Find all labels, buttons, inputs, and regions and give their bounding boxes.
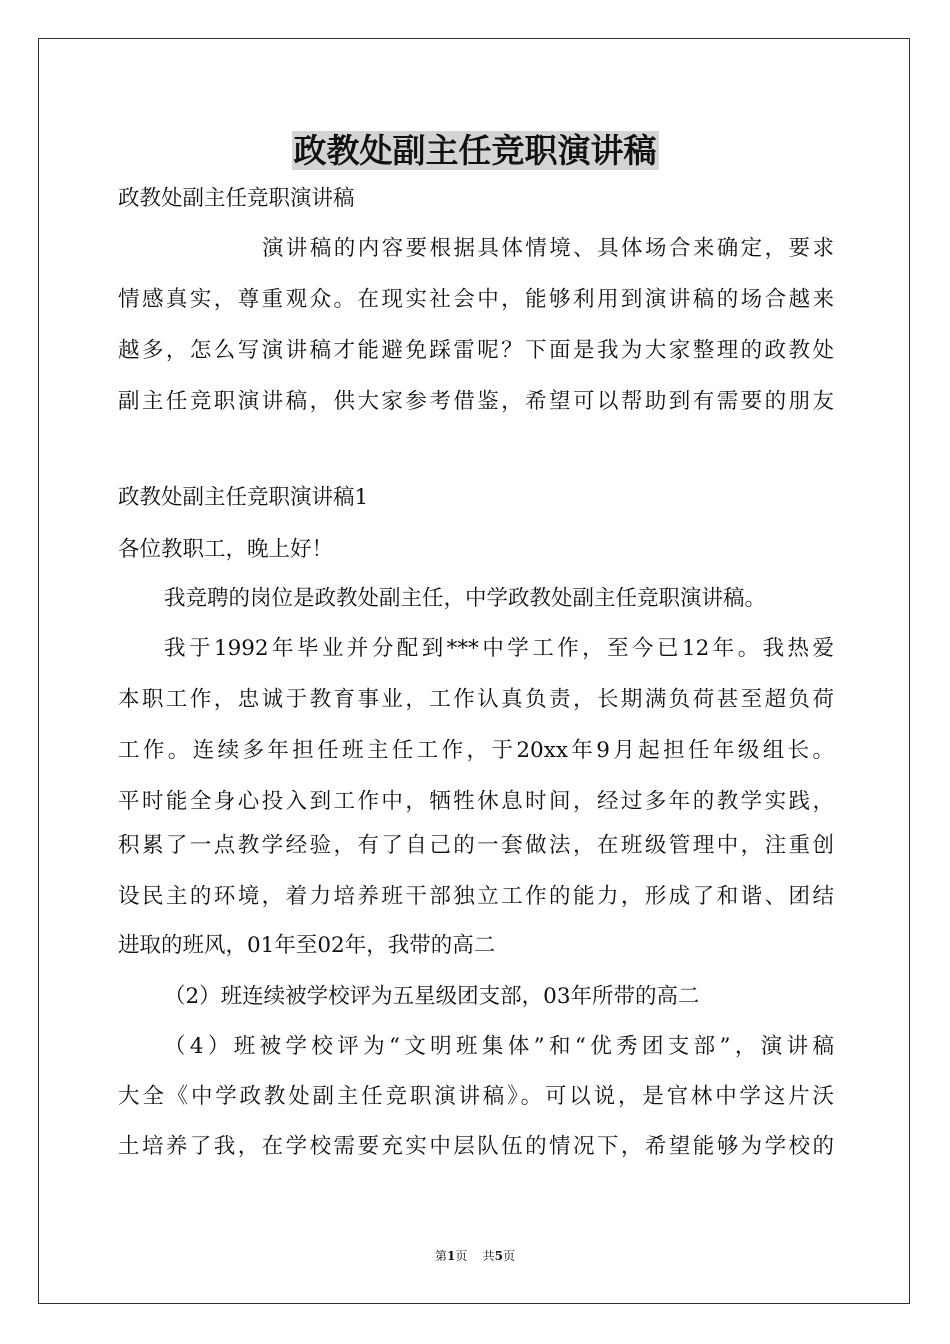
greeting: 各位教职工，晚上好！ bbox=[118, 537, 334, 562]
body-line-4: 工作。连续多年担任班主任工作，于20xx年9月起担任年级组长。 bbox=[118, 738, 834, 763]
body-line-12: 土培养了我，在学校需要充实中层队伍的情况下，希望能够为学校的 bbox=[118, 1134, 834, 1159]
body-line-10: （4）班被学校评为“文明班集体”和“优秀团支部”，演讲稿 bbox=[164, 1034, 834, 1059]
footer-page-prefix: 第 bbox=[434, 1249, 447, 1263]
page-border bbox=[38, 38, 910, 1304]
footer-page-number: 1 bbox=[446, 1249, 456, 1263]
subtitle-line: 政教处副主任竞职演讲稿 bbox=[118, 186, 355, 211]
body-line-2: 我于1992年毕业并分配到***中学工作，至今已12年。我热爱 bbox=[164, 636, 834, 661]
body-line-6: 积累了一点教学经验，有了自己的一套做法，在班级管理中，注重创 bbox=[118, 833, 834, 858]
body-line-1: 我竞聘的岗位是政教处副主任，中学政教处副主任竞职演讲稿。 bbox=[164, 586, 767, 611]
section-heading: 政教处副主任竞职演讲稿1 bbox=[118, 485, 369, 510]
body-line-3: 本职工作，忠诚于教育事业，工作认真负责，长期满负荷甚至超负荷 bbox=[118, 687, 834, 712]
intro-line-1: 演讲稿的内容要根据具体情境、具体场合来确定，要求 bbox=[262, 236, 834, 261]
footer-total-suffix: 页 bbox=[503, 1249, 516, 1263]
body-line-5: 平时能全身心投入到工作中，牺牲休息时间，经过多年的教学实践， bbox=[118, 789, 834, 814]
document-title bbox=[0, 126, 950, 176]
footer-total-prefix: 共 bbox=[482, 1249, 495, 1263]
body-line-9: （2）班连续被学校评为五星级团支部，03年所带的高二 bbox=[164, 984, 700, 1009]
body-line-8: 进取的班风，01年至02年，我带的高二 bbox=[118, 933, 496, 958]
intro-line-3: 越多，怎么写演讲稿才能避免踩雷呢？下面是我为大家整理的政教处 bbox=[118, 338, 834, 363]
footer-total-pages: 5 bbox=[494, 1249, 503, 1263]
document-title-text: 政教处副主任竞职演讲稿 bbox=[293, 131, 657, 170]
intro-line-4: 副主任竞职演讲稿，供大家参考借鉴，希望可以帮助到有需要的朋友 bbox=[118, 389, 834, 414]
intro-line-2: 情感真实，尊重观众。在现实社会中，能够利用到演讲稿的场合越来 bbox=[118, 287, 834, 312]
footer-page-suffix: 页 bbox=[455, 1249, 468, 1263]
body-line-7: 设民主的环境，着力培养班干部独立工作的能力，形成了和谐、团结 bbox=[118, 884, 834, 909]
page-footer bbox=[0, 1248, 950, 1264]
body-line-11: 大全《中学政教处副主任竞职演讲稿》。可以说，是官林中学这片沃 bbox=[118, 1084, 834, 1109]
